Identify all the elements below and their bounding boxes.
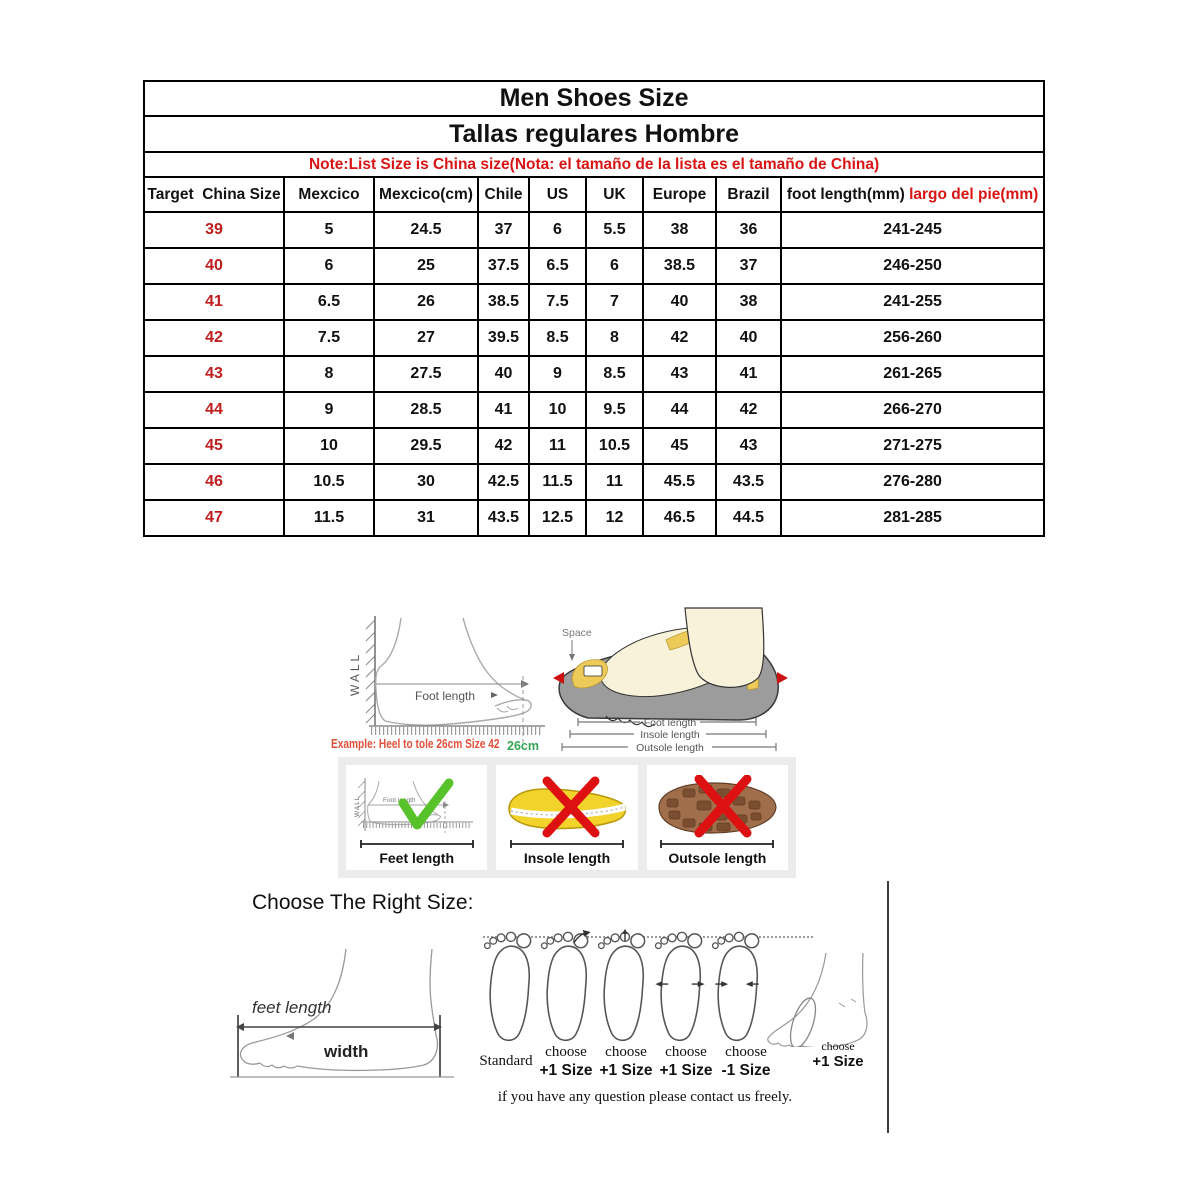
insole-icon	[501, 775, 633, 839]
box-caption: Outsole length	[668, 850, 767, 866]
wall-hatch-icon	[366, 620, 375, 723]
arrow-left-icon	[655, 981, 662, 987]
size-cell: 7	[586, 284, 643, 320]
arrow-down-icon	[569, 654, 575, 661]
size-cell: 30	[374, 464, 478, 500]
size-cell: 41	[716, 356, 781, 392]
foot-girth-diagram	[763, 951, 885, 1047]
size-cell: 43.5	[478, 500, 529, 536]
shoe-outsole-length-label: Outsole length	[636, 742, 704, 754]
china-size-cell: 43	[144, 356, 284, 392]
arrow-right-icon	[521, 680, 529, 688]
header-mexcico: Mexcico	[284, 177, 374, 212]
arrow-icon	[622, 929, 628, 934]
option-label: Standard	[479, 1053, 533, 1069]
option-label: choose -1 Size	[721, 1044, 771, 1079]
size-cell: 45	[643, 428, 716, 464]
size-cell: 10	[284, 428, 374, 464]
header-foot-length: foot length(mm) largo del pie(mm)	[781, 177, 1044, 212]
china-size-cell: 46	[144, 464, 284, 500]
size-cell: 38.5	[643, 248, 716, 284]
size-cell: 41	[478, 392, 529, 428]
size-cell: 38	[716, 284, 781, 320]
header-us: US	[529, 177, 586, 212]
size-cell: 271-275	[781, 428, 1044, 464]
size-cell: 43	[716, 428, 781, 464]
size-cell: 43	[643, 356, 716, 392]
box-caption: Insole length	[523, 850, 611, 866]
foot-against-wall-diagram	[345, 608, 550, 750]
size-cell: 27	[374, 320, 478, 356]
size-table-row	[144, 500, 1044, 536]
size-cell: 276-280	[781, 464, 1044, 500]
size-cell: 37	[716, 248, 781, 284]
size-cell: 10.5	[284, 464, 374, 500]
outsole-icon	[651, 775, 783, 839]
foot-sole-wide-icon	[652, 929, 708, 1047]
size-cell: 43.5	[716, 464, 781, 500]
size-cell: 6	[529, 212, 586, 248]
foot-shape-options	[481, 929, 765, 1047]
size-cell: 6	[586, 248, 643, 284]
size-cell: 29.5	[374, 428, 478, 464]
size-cell: 40	[478, 356, 529, 392]
size-cell: 8	[284, 356, 374, 392]
size-cell: 42	[643, 320, 716, 356]
option-label: choose +1 Size	[659, 1044, 713, 1079]
option-label: choose +1 Size	[539, 1044, 593, 1079]
header-mexcico-cm: Mexcico(cm)	[374, 177, 478, 212]
size-table-row	[144, 320, 1044, 356]
china-size-cell: 42	[144, 320, 284, 356]
size-cell: 5.5	[586, 212, 643, 248]
arrow-right-icon	[698, 981, 705, 987]
size-table-row	[144, 428, 1044, 464]
header-target-china-size: Target China Size	[144, 177, 284, 212]
feet-length-method-box	[346, 765, 487, 870]
size-cell: 241-245	[781, 212, 1044, 248]
size-cell: 31	[374, 500, 478, 536]
green-check-icon	[403, 783, 449, 825]
size-cell: 37	[478, 212, 529, 248]
header-uk: UK	[586, 177, 643, 212]
shoe-section-diagram	[548, 602, 793, 754]
size-table-row	[144, 284, 1044, 320]
china-size-cell: 47	[144, 500, 284, 536]
size-cell: 39.5	[478, 320, 529, 356]
size-cell: 40	[643, 284, 716, 320]
foot-outline	[376, 618, 532, 725]
dimension-bracket-icon	[658, 839, 776, 849]
feet-length-label: feet length	[252, 998, 332, 1017]
size-cell: 6.5	[529, 248, 586, 284]
table-title: Men Shoes Size	[144, 81, 1044, 116]
size-cell: 11.5	[284, 500, 374, 536]
size-cell: 10.5	[586, 428, 643, 464]
header-europe: Europe	[643, 177, 716, 212]
size-table-row	[144, 464, 1044, 500]
foot-length-label: Foot length	[415, 689, 476, 703]
wall-label: WALL	[353, 795, 361, 817]
size-cell: 9	[284, 392, 374, 428]
size-cell: 12	[586, 500, 643, 536]
size-cell: 261-265	[781, 356, 1044, 392]
outsole-length-method-box	[647, 765, 788, 870]
toes-detail	[260, 1063, 297, 1068]
insole-length-method-box	[496, 765, 637, 870]
size-cell: 44	[643, 392, 716, 428]
size-cell: 26	[374, 284, 478, 320]
foot-sole-long-toe-icon	[595, 929, 651, 1047]
size-cell: 8.5	[586, 356, 643, 392]
table-note: Note:List Size is China size(Nota: el tamaño de la lista es el tamaño de China)	[144, 152, 1044, 177]
size-table-body	[144, 81, 1044, 536]
toe-marker-icon	[553, 672, 564, 684]
dimension-bracket-icon	[508, 839, 626, 849]
size-cell: 42	[478, 428, 529, 464]
size-cell: 256-260	[781, 320, 1044, 356]
china-size-cell: 41	[144, 284, 284, 320]
size-cell: 9.5	[586, 392, 643, 428]
foot-length-width-diagram	[228, 943, 456, 1081]
size-cell: 45.5	[643, 464, 716, 500]
box-caption: Feet length	[379, 850, 454, 866]
china-size-cell: 45	[144, 428, 284, 464]
size-cell: 44.5	[716, 500, 781, 536]
foot-sole-standard-icon	[481, 929, 537, 1047]
size-table-row	[144, 212, 1044, 248]
size-table-row	[144, 356, 1044, 392]
size-cell: 27.5	[374, 356, 478, 392]
width-label: width	[324, 1042, 369, 1061]
size-cell: 6.5	[284, 284, 374, 320]
foot-option-labels	[476, 1044, 776, 1080]
example-text: Example: Heel to tole 26cm Size 42	[331, 736, 500, 751]
size-cell: 246-250	[781, 248, 1044, 284]
right-divider-line	[887, 881, 889, 1133]
size-cell: 8	[586, 320, 643, 356]
girth-option-label: choose +1 Size	[812, 1039, 864, 1070]
shoe-foot-length-label: Foot length	[643, 717, 697, 729]
size-cell: 24.5	[374, 212, 478, 248]
size-cell: 40	[716, 320, 781, 356]
size-cell: 7.5	[529, 284, 586, 320]
small-arrow-icon	[491, 692, 498, 698]
size-cell: 281-285	[781, 500, 1044, 536]
choose-size-heading: Choose The Right Size:	[252, 891, 474, 914]
size-cell: 42	[716, 392, 781, 428]
arrow-right-icon	[443, 802, 449, 808]
china-size-cell: 44	[144, 392, 284, 428]
option-label: choose +1 Size	[599, 1044, 653, 1079]
contact-note: if you have any question please contact us freely.	[497, 1089, 793, 1105]
table-subtitle: Tallas regulares Hombre	[144, 116, 1044, 152]
size-cell: 7.5	[284, 320, 374, 356]
size-cell: 12.5	[529, 500, 586, 536]
size-cell: 38	[643, 212, 716, 248]
size-table-row	[144, 248, 1044, 284]
measure-method-panel	[338, 757, 796, 878]
size-cell: 11	[529, 428, 586, 464]
header-chile: Chile	[478, 177, 529, 212]
foot-outline	[768, 953, 826, 1047]
table-header-row	[144, 177, 1044, 212]
size-cell: 37.5	[478, 248, 529, 284]
size-cell: 6	[284, 248, 374, 284]
foot-sole-narrow-icon	[709, 929, 765, 1047]
dimension-bracket-icon	[358, 839, 476, 849]
feet-length-thumb-diagram	[353, 775, 481, 839]
foot-sole-long-bigtoe-icon	[538, 929, 594, 1047]
heel-marker-icon	[777, 672, 788, 684]
mens-size-table	[143, 80, 1045, 537]
size-cell: 11.5	[529, 464, 586, 500]
toes-detail	[497, 706, 518, 712]
size-cell: 42.5	[478, 464, 529, 500]
size-cell: 38.5	[478, 284, 529, 320]
toe-tab	[584, 666, 602, 676]
size-cell: 36	[716, 212, 781, 248]
size-cell: 266-270	[781, 392, 1044, 428]
china-size-cell: 40	[144, 248, 284, 284]
china-size-cell: 39	[144, 212, 284, 248]
size-cell: 8.5	[529, 320, 586, 356]
header-brazil: Brazil	[716, 177, 781, 212]
size-cell: 9	[529, 356, 586, 392]
size-cell: 5	[284, 212, 374, 248]
space-label: Space	[562, 627, 592, 639]
shoe-insole-length-label: Insole length	[640, 729, 700, 741]
ankle-marks	[839, 999, 856, 1007]
size-cell: 28.5	[374, 392, 478, 428]
size-cell: 11	[586, 464, 643, 500]
wall-label: WALL	[348, 651, 362, 696]
foot-length-label: Foot length	[382, 797, 416, 804]
size-cell: 46.5	[643, 500, 716, 536]
example-value: 26cm	[507, 739, 539, 753]
size-table-row	[144, 392, 1044, 428]
size-cell: 241-255	[781, 284, 1044, 320]
size-cell: 25	[374, 248, 478, 284]
size-cell: 10	[529, 392, 586, 428]
